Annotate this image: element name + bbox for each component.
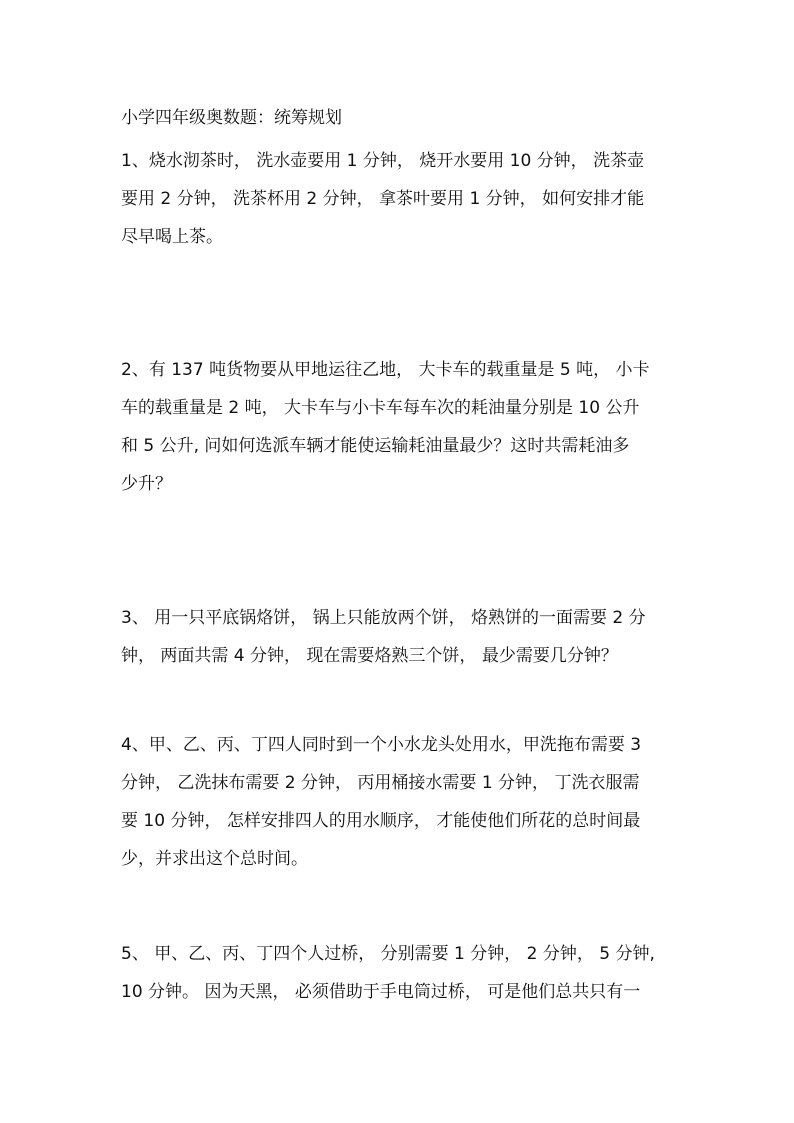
question-line: 尽早喝上茶。 <box>121 227 223 247</box>
question-line: 和 5 公升, 问如何选派车辆才能使运输耗油量最少？这时共需耗油多 <box>121 436 630 456</box>
question-3 <box>121 599 687 675</box>
question-1 <box>121 142 687 256</box>
question-2 <box>121 351 687 503</box>
question-line: 3、 用一只平底锅烙饼， 锅上只能放两个饼， 烙熟饼的一面需要 2 分 <box>121 608 646 628</box>
question-5 <box>121 935 687 1011</box>
question-line: 少升？ <box>121 474 172 494</box>
question-line: 2、有 137 吨货物要从甲地运往乙地， 大卡车的载重量是 5 吨， 小卡 <box>121 360 650 380</box>
question-line: 车的载重量是 2 吨， 大卡车与小卡车每车次的耗油量分别是 10 公升 <box>121 398 640 418</box>
question-line: 5、 甲、乙、丙、丁四个人过桥， 分别需要 1 分钟， 2 分钟， 5 分钟, <box>121 944 655 964</box>
question-line: 要 10 分钟， 怎样安排四人的用水顺序， 才能使他们所花的总时间最 <box>121 811 641 831</box>
question-4 <box>121 726 687 878</box>
question-line: 少，并求出这个总时间。 <box>121 849 308 869</box>
question-line: 要用 2 分钟， 洗茶杯用 2 分钟， 拿茶叶要用 1 分钟， 如何安排才能 <box>121 189 645 209</box>
document-title: 小学四年级奥数题：统筹规划 <box>121 108 342 128</box>
question-line: 1、烧水沏茶时， 洗水壶要用 1 分钟， 烧开水要用 10 分钟， 洗茶壶 <box>121 151 645 171</box>
question-line: 10 分钟。 因为天黑， 必须借助于手电筒过桥， 可是他们总共只有一 <box>121 982 641 1002</box>
question-line: 钟， 两面共需 4 分钟， 现在需要烙熟三个饼， 最少需要几分钟？ <box>121 646 618 666</box>
question-line: 4、甲、乙、丙、丁四人同时到一个小水龙头处用水，甲洗拖布需要 3 <box>121 735 642 755</box>
question-line: 分钟， 乙洗抹布需要 2 分钟， 丙用桶接水需要 1 分钟， 丁洗衣服需 <box>121 773 640 793</box>
